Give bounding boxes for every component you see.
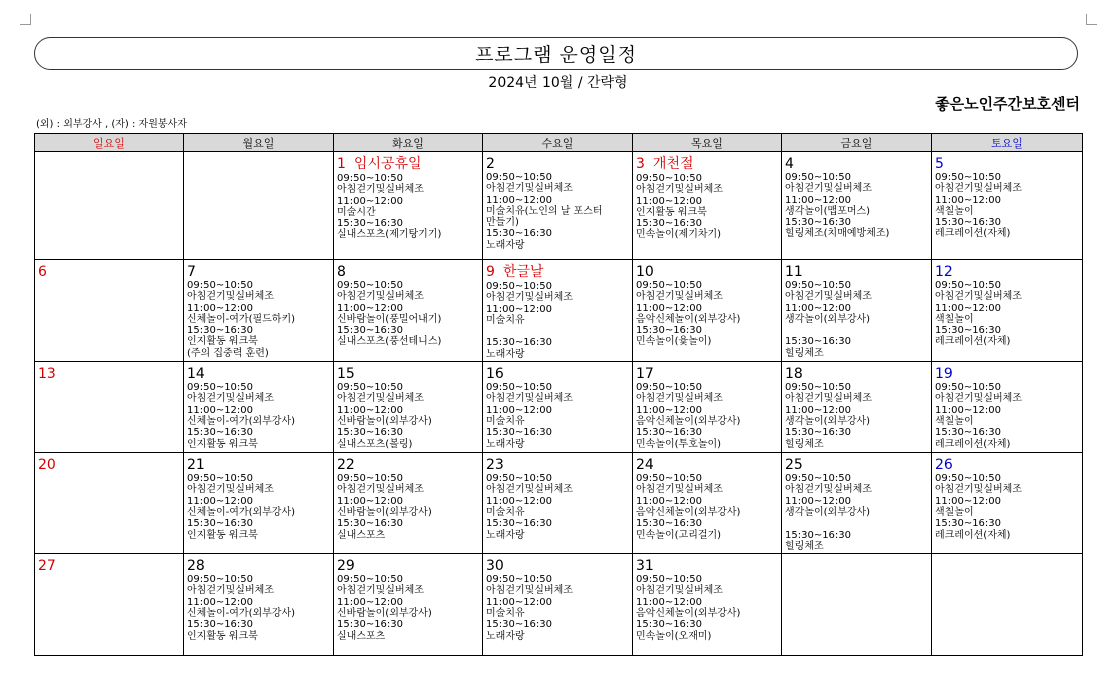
page-title: 프로그램 운영일정: [475, 44, 637, 66]
day-number: 20: [38, 457, 56, 474]
calendar-table: [34, 133, 1083, 656]
holiday-label: 한글날: [502, 264, 544, 280]
day-number: 24: [636, 457, 654, 474]
day-cell: [184, 453, 334, 554]
schedule-text: 09:50~10:50 아침걷기및실버체조 11:00~12:00 미술치유 15:30~16:30 노래자랑: [486, 281, 573, 360]
day-cell: [184, 362, 334, 453]
week-row: [35, 554, 1083, 656]
day-cell: [334, 152, 483, 260]
day-number: 13: [38, 366, 56, 383]
schedule-text: 09:50~10:50 아침걷기및실버체조 11:00~12:00 색칠놀이 15:30~16:30 레크레이션(자체): [935, 473, 1022, 541]
day-cell: [633, 453, 782, 554]
schedule-text: 09:50~10:50 아침걷기및실버체조 11:00~12:00 신체놀이-여가(외부강사) 15:30~16:30 인지활동 워크북: [187, 574, 296, 642]
schedule-text: 09:50~10:50 아침걷기및실버체조 11:00~12:00 미술치유 15:30~16:30 노래자랑: [486, 382, 573, 450]
day-cell: [932, 362, 1083, 453]
schedule-text: 09:50~10:50 아침걷기및실버체조 11:00~12:00 색칠놀이 15:30~16:30 레크레이션(자체): [935, 382, 1022, 450]
day-number: 29: [337, 558, 355, 575]
weekday-header-sun: 일요일: [35, 134, 184, 152]
day-number: 17: [636, 366, 654, 383]
weekday-header-wed: 수요일: [483, 134, 633, 152]
schedule-text: 09:50~10:50 아침걷기및실버체조 11:00~12:00 생각놀이(외부강사) 15:30~16:30 힐링체조: [785, 280, 872, 359]
center-name: 좋은노인주간보호센터: [935, 95, 1080, 113]
day-number: 5: [935, 156, 944, 172]
day-cell: [633, 260, 782, 362]
holiday-label: 임시공휴일: [353, 156, 422, 172]
day-cell: [35, 362, 184, 453]
schedule-text: 09:50~10:50 아침걷기및실버체조 11:00~12:00 생각놀이(외부강사) 15:30~16:30 힐링체조: [785, 382, 872, 450]
holiday-label: 개천절: [652, 156, 694, 172]
schedule-text: 09:50~10:50 아침걷기및실버체조 11:00~12:00 미술치유(노인의 날 포스터 만들기) 15:30~16:30 노래자랑: [486, 172, 603, 251]
schedule-text: 09:50~10:50 아침걷기및실버체조 11:00~12:00 음악신체놀이(외부강사) 15:30~16:30 민속놀이(투호놀이): [636, 382, 741, 450]
day-number: 12: [935, 264, 953, 280]
day-number: 3: [636, 156, 645, 172]
day-cell: [184, 260, 334, 362]
title-box: [34, 37, 1078, 70]
day-number: 11: [785, 264, 803, 280]
day-cell: [334, 554, 483, 656]
weekday-header-row: [35, 134, 1083, 152]
day-number: 18: [785, 366, 803, 383]
day-number: 2: [486, 156, 495, 172]
day-number: 8: [337, 264, 346, 280]
schedule-text: 09:50~10:50 아침걷기및실버체조 11:00~12:00 신바람놀이(풍밀어내기) 15:30~16:30 실내스포츠(풍선테니스): [337, 280, 442, 348]
day-cell: [35, 152, 184, 260]
page-subtitle: 2024년 10월 / 간략형: [488, 75, 628, 91]
weekday-header-thu: 목요일: [633, 134, 782, 152]
day-cell: [932, 152, 1083, 260]
day-number: 19: [935, 366, 953, 383]
day-cell: [483, 152, 633, 260]
day-number: 22: [337, 457, 355, 474]
day-number: 16: [486, 366, 504, 383]
day-number: 26: [935, 457, 953, 474]
schedule-text: 09:50~10:50 아침걷기및실버체조 11:00~12:00 생각놀이(맵포머스) 15:30~16:30 힐링체조(치매예방체조): [785, 172, 890, 240]
day-number: 10: [636, 264, 654, 280]
day-cell: [782, 554, 932, 656]
week-row: [35, 260, 1083, 362]
day-number: 15: [337, 366, 355, 383]
day-cell: [932, 554, 1083, 656]
schedule-text: 09:50~10:50 아침걷기및실버체조 11:00~12:00 음악신체놀이(외부강사) 15:30~16:30 민속놀이(윷놀이): [636, 280, 741, 348]
day-number: 31: [636, 558, 654, 575]
schedule-text: 09:50~10:50 아침걷기및실버체조 11:00~12:00 신바람놀이(외부강사) 15:30~16:30 실내스포츠: [337, 473, 432, 541]
schedule-text: 09:50~10:50 아침걷기및실버체조 11:00~12:00 색칠놀이 15:30~16:30 레크레이션(자체): [935, 280, 1022, 348]
day-cell: [932, 453, 1083, 554]
schedule-text: 09:50~10:50 아침걷기및실버체조 11:00~12:00 미술시간 15:30~16:30 실내스포츠(제기탕기기): [337, 173, 442, 241]
day-cell: [633, 554, 782, 656]
day-cell: [35, 260, 184, 362]
day-cell: [483, 362, 633, 453]
schedule-text: 09:50~10:50 아침걷기및실버체조 11:00~12:00 인지활동 워크북 15:30~16:30 민속놀이(제기차기): [636, 173, 723, 241]
schedule-text: 09:50~10:50 아침걷기및실버체조 11:00~12:00 생각놀이(외부강사) 15:30~16:30 힐링체조: [785, 473, 872, 552]
day-cell: [782, 260, 932, 362]
day-number: 9: [486, 264, 495, 280]
day-number: 14: [187, 366, 205, 383]
day-cell: [334, 362, 483, 453]
weekday-header-mon: 월요일: [184, 134, 334, 152]
day-cell: [483, 554, 633, 656]
day-cell: [184, 554, 334, 656]
schedule-text: 09:50~10:50 아침걷기및실버체조 11:00~12:00 색칠놀이 15:30~16:30 레크레이션(자체): [935, 172, 1022, 240]
week-row: [35, 152, 1083, 260]
day-number: 7: [187, 264, 196, 280]
day-number: 23: [486, 457, 504, 474]
day-number: 30: [486, 558, 504, 575]
weekday-header-tue: 화요일: [334, 134, 483, 152]
schedule-text: 09:50~10:50 아침걷기및실버체조 11:00~12:00 신체놀이-여가(필드하키) 15:30~16:30 인지활동 워크북 (주의 집중력 훈련): [187, 280, 296, 359]
day-cell: [184, 152, 334, 260]
schedule-text: 09:50~10:50 아침걷기및실버체조 11:00~12:00 신체놀이-여가(외부강사) 15:30~16:30 인지활동 워크북: [187, 382, 296, 450]
week-row: [35, 362, 1083, 453]
day-number: 28: [187, 558, 205, 575]
schedule-text: 09:50~10:50 아침걷기및실버체조 11:00~12:00 음악신체놀이(외부강사) 15:30~16:30 민속놀이(오재미): [636, 574, 741, 642]
day-cell: [334, 453, 483, 554]
day-cell: [35, 453, 184, 554]
day-cell: [334, 260, 483, 362]
weekday-header-fri: 금요일: [782, 134, 932, 152]
day-cell: [633, 362, 782, 453]
weekday-header-sat: 토요일: [932, 134, 1083, 152]
day-cell: [782, 453, 932, 554]
page-corner-mark-right: [1086, 14, 1097, 25]
day-cell: [782, 362, 932, 453]
schedule-text: 09:50~10:50 아침걷기및실버체조 11:00~12:00 신바람놀이(외부강사) 15:30~16:30 실내스포츠(볼링): [337, 382, 432, 450]
schedule-text: 09:50~10:50 아침걷기및실버체조 11:00~12:00 음악신체놀이(외부강사) 15:30~16:30 민속놀이(고리걸기): [636, 473, 741, 541]
day-cell: [483, 453, 633, 554]
day-number: 1: [337, 156, 346, 172]
schedule-text: 09:50~10:50 아침걷기및실버체조 11:00~12:00 신체놀이-여가(외부강사) 15:30~16:30 인지활동 워크북: [187, 473, 296, 541]
day-cell: [633, 152, 782, 260]
day-cell: [782, 152, 932, 260]
week-row: [35, 453, 1083, 554]
day-number: 27: [38, 558, 56, 575]
day-cell: [35, 554, 184, 656]
day-cell: [483, 260, 633, 362]
day-number: 4: [785, 156, 794, 172]
schedule-text: 09:50~10:50 아침걷기및실버체조 11:00~12:00 미술치유 15:30~16:30 노래자랑: [486, 473, 573, 541]
schedule-text: 09:50~10:50 아침걷기및실버체조 11:00~12:00 미술치유 15:30~16:30 노래자랑: [486, 574, 573, 642]
legend-note: (외) : 외부강사 , (자) : 자원봉사자: [36, 119, 187, 130]
day-cell: [932, 260, 1083, 362]
schedule-text: 09:50~10:50 아침걷기및실버체조 11:00~12:00 신바람놀이(외부강사) 15:30~16:30 실내스포츠: [337, 574, 432, 642]
day-number: 25: [785, 457, 803, 474]
day-number: 21: [187, 457, 205, 474]
day-number: 6: [38, 264, 47, 280]
page-corner-mark-left: [20, 14, 31, 25]
